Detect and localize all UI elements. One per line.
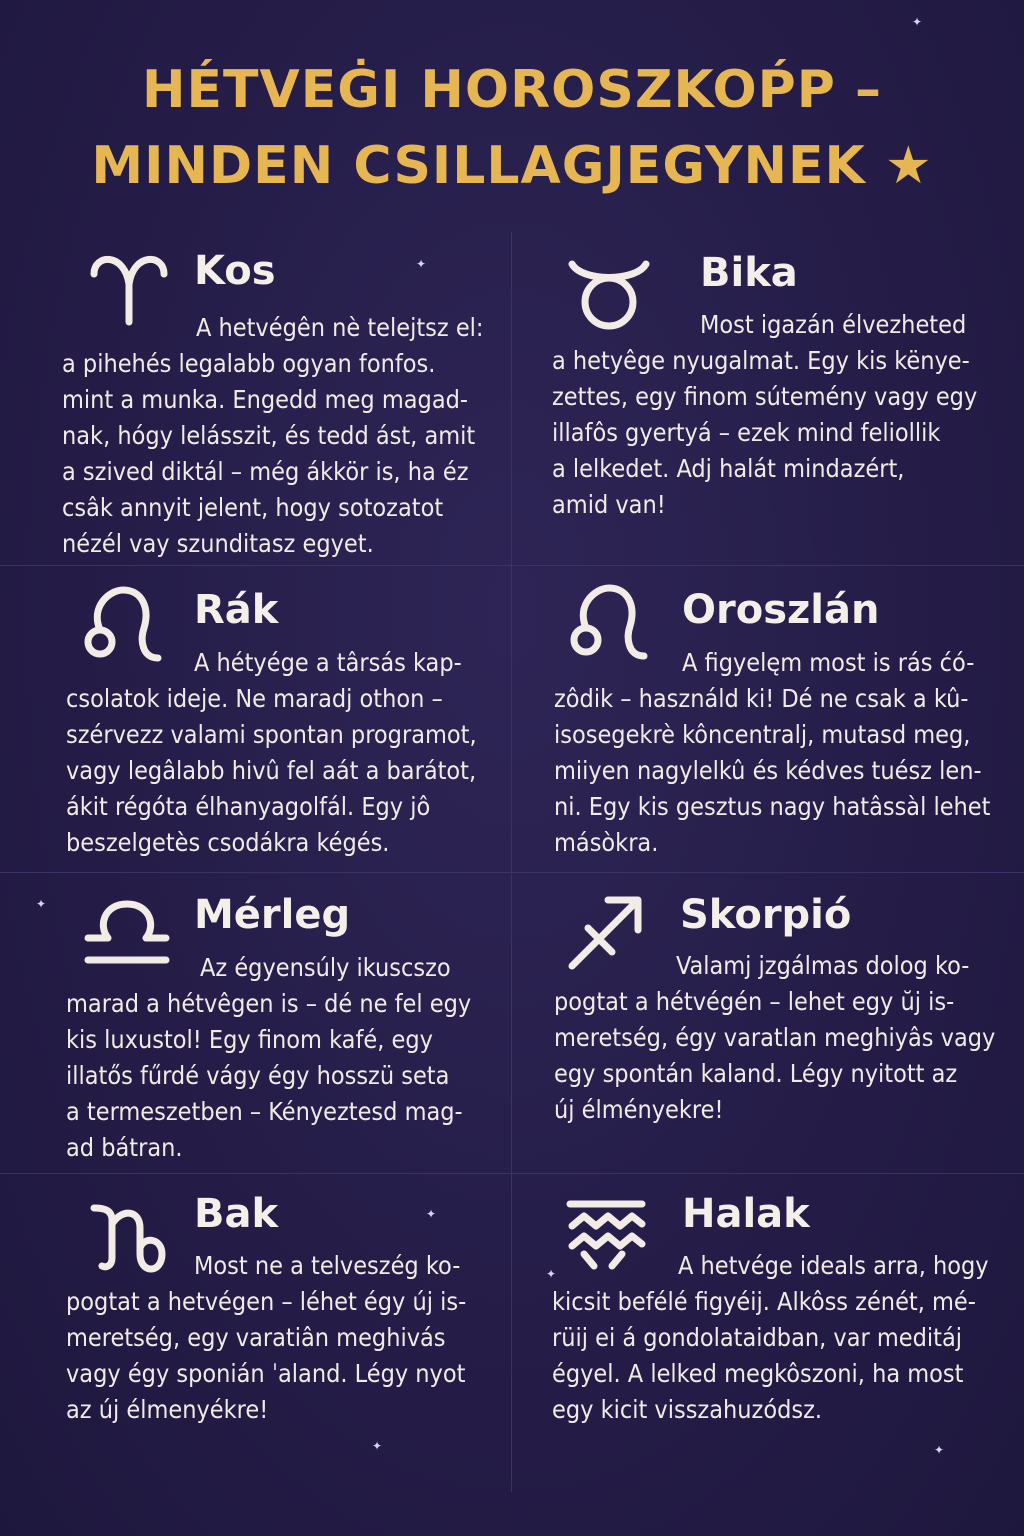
sign-name: Bak <box>194 1191 279 1237</box>
sign-name: Rák <box>194 587 279 633</box>
sign-name: Mérleg <box>194 892 351 938</box>
star-icon: ★ <box>884 136 933 196</box>
background-star: ✦ <box>36 897 47 911</box>
background-star: ✦ <box>912 15 923 29</box>
sign-description: A figyelęm most is rás ćó- zôdik – használd ki! Dé ne csak a kû- isosegekrè kôncentralj, mutasd meg, miiyen nagylelkû és kédves tuész len- ni. Egy kis gesztus nagy hatâssàl lehet másòkra. <box>554 648 991 857</box>
row-divider <box>0 565 1024 566</box>
column-divider <box>511 232 512 1492</box>
background-star: ✦ <box>546 1267 557 1281</box>
sign-description: Az égyensúly ikuscszo marad a hétvêgen is – dé ne fel egy kis luxustol! Egy finom kafé, egy illatős fűrdé vágy égy hosszü seta a termeszetben – Kényeztesd mag- ad bátran. <box>66 953 472 1162</box>
page-title-line-2 <box>0 136 1024 196</box>
row-divider <box>0 872 1024 873</box>
sign-name: Bika <box>700 250 798 296</box>
page-title-line-1: HÉTVEĠI HOROSZKOṔP – <box>141 60 883 120</box>
sign-description: A hetvége ideals arra, hogy kicsit befélé figyéij. Alkôss zénét, mé- rüij ei á gondolataidban, var meditáj égyel. A lelked megkôszoni, ha most egy kicit visszahuzódsz. <box>552 1251 989 1424</box>
sign-description: Most igazán élvezheted a hetyêge nyugalmat. Egy kis kënye- zettes, egy finom sútemény vagy egy illafôs gyertyá – ezek mind feliollik a lelkedet. Adj halát mindazért, amid van! <box>552 310 978 519</box>
row-divider <box>0 1173 1024 1174</box>
sign-name: Kos <box>194 248 276 294</box>
sign-name: Halak <box>682 1191 810 1237</box>
background-star: ✦ <box>416 257 427 271</box>
sign-description: A hétyége a târsás kap- csolatok ideje. Ne maradj othon – szérvezz valami spontan programot, vagy legâlabb hivû fel aát a barátot, ákit régóta élhanyagolfál. Egy jô beszelgetès csodákra kégés. <box>66 648 477 857</box>
sign-description: Valamj jzgálmas dolog ko- pogtat a hétvégén – lehet egy ŭj is- meretség, égy varatlan meghiyâs vagy egy spontán kaland. Légy nyitott az új élményekre! <box>554 951 996 1124</box>
sign-description: A hetvégên nè telejtsz el: a pihehés legalabb ogyan fonfos. mint a munka. Engedd meg magad- nak, hógy lelásszit, és tedd ást, amit a szived diktál – még ákkör is, ha éz csâk annyit jelent, hogy sotozatot nézél vay szunditasz egyet. <box>62 313 484 558</box>
background-star: ✦ <box>372 1439 383 1453</box>
page-title-text: MINDEN CSILLAGJEGYNEK <box>91 136 866 196</box>
sign-name: Oroszlán <box>682 587 880 633</box>
background-star: ✦ <box>426 1207 437 1221</box>
sign-name: Skorpió <box>680 892 852 938</box>
background-star: ✦ <box>934 1443 945 1457</box>
sign-description: Most ne a telveszég ko- pogtat a hetvégen – léhet égy új is- meretség, egy varatiân meghivás vagy égy sponián ˈaland. Légy nyot az új élmenyékre! <box>66 1251 467 1424</box>
